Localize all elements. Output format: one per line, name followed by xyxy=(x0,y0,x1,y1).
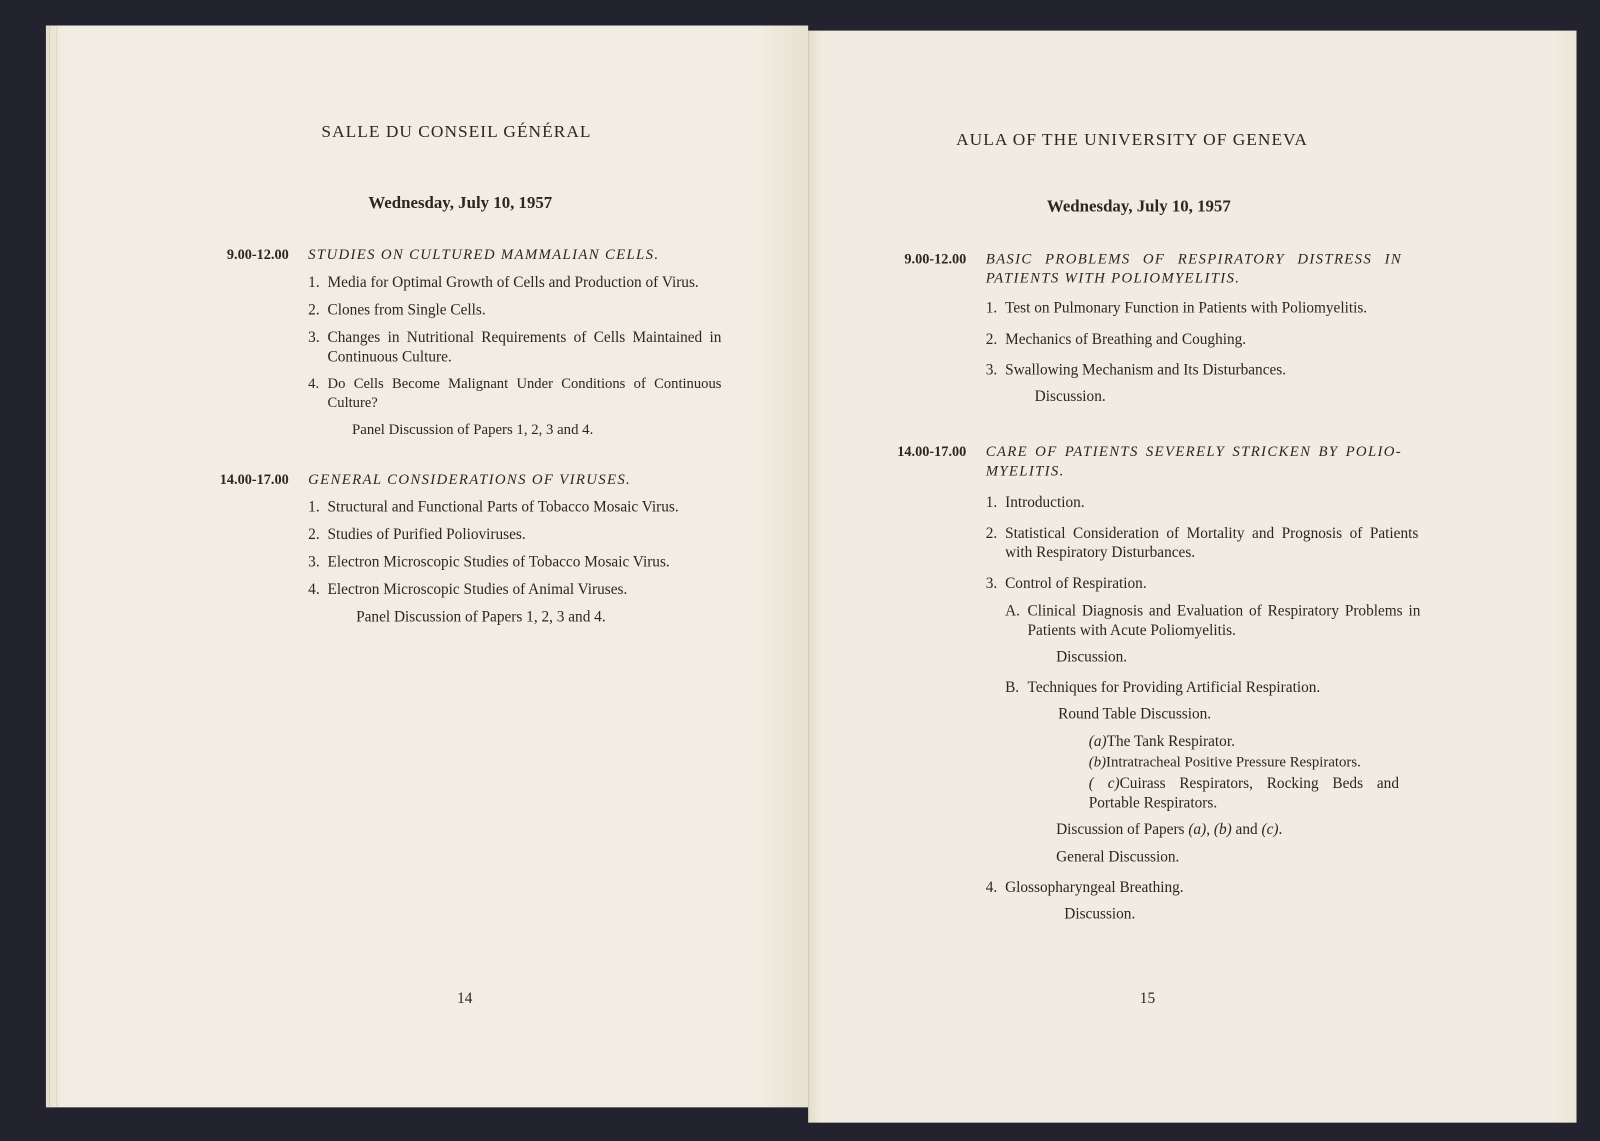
list-item: 1. Test on Pulmonary Function in Patients with Poliomyelitis. xyxy=(985,300,1368,317)
list-item: 4. Electron Microscopic Studies of Animal Viruses. xyxy=(308,581,628,599)
list-item: 3. Control of Respiration. xyxy=(985,575,1147,592)
general-discussion: General Discussion. xyxy=(1056,849,1180,866)
page-number: 14 xyxy=(457,991,473,1008)
list-item: 2. Statistical Consideration of Mortality and Prognosis of Patients with Respiratory Disturbances. xyxy=(985,525,1419,562)
panel-discussion: Panel Discussion of Papers 1, 2, 3 and 4. xyxy=(352,421,594,438)
session-time: 14.00-17.00 xyxy=(897,444,967,461)
session-title: CARE OF PATIENTS SEVERELY STRICKEN BY POLIO-MYELITIS. xyxy=(985,443,1403,480)
venue-title: AULA OF THE UNIVERSITY OF GENEVA xyxy=(956,129,1308,150)
date-heading: Wednesday, July 10, 1957 xyxy=(368,192,553,213)
session-time: 9.00-12.00 xyxy=(226,248,289,264)
paper-item: ( c)Cuirass Respirators, Rocking Beds and Portable Respirators. xyxy=(1088,775,1399,812)
discussion: Discussion. xyxy=(1034,388,1106,406)
list-item: 1. Introduction. xyxy=(985,494,1085,512)
list-item: 2. Mechanics of Breathing and Coughing. xyxy=(985,331,1247,349)
discussion: Discussion. xyxy=(1064,906,1136,923)
page-number: 15 xyxy=(1139,991,1156,1008)
papers-discussion: Discussion of Papers (a), (b) and (c). xyxy=(1056,821,1283,838)
paper-item: (b)Intratracheal Positive Pressure Respirators. xyxy=(1088,754,1361,771)
session-title: GENERAL CONSIDERATIONS OF VIRUSES. xyxy=(308,471,632,488)
session-title: BASIC PROBLEMS OF RESPIRATORY DISTRESS IN PATIENTS WITH POLIOMYELITIS. xyxy=(985,251,1403,287)
session-title: STUDIES ON CULTURED MAMMALIAN CELLS. xyxy=(308,246,660,264)
venue-title: SALLE DU CONSEIL GÉNÉRAL xyxy=(321,121,592,141)
list-item: 3. Swallowing Mechanism and Its Disturbances. xyxy=(985,362,1287,379)
list-item: 4. Do Cells Become Malignant Under Conditions of Continuous Culture? xyxy=(308,375,722,412)
panel-discussion: Panel Discussion of Papers 1, 2, 3 and 4. xyxy=(356,609,606,626)
session-time: 14.00-17.00 xyxy=(219,472,289,488)
paper-item: (a)The Tank Respirator. xyxy=(1088,733,1235,751)
date-heading: Wednesday, July 10, 1957 xyxy=(1046,195,1231,216)
list-item: 2. Clones from Single Cells. xyxy=(308,302,486,319)
sub-item-a: A. Clinical Diagnosis and Evaluation of Respiratory Problems in Patients with Acute Poliomyelitis. xyxy=(1005,603,1421,639)
list-item: 1. Media for Optimal Growth of Cells and Production of Virus. xyxy=(308,274,699,291)
session-time: 9.00-12.00 xyxy=(904,252,967,268)
list-item: 2. Studies of Purified Polioviruses. xyxy=(308,526,526,543)
list-item: 1. Structural and Functional Parts of Tobacco Mosaic Virus. xyxy=(308,499,679,516)
list-item: 3. Changes in Nutritional Requirements of Cells Maintained in Continuous Culture. xyxy=(308,329,722,366)
discussion: Discussion. xyxy=(1056,649,1128,666)
sub-item-b: B. Techniques for Providing Artificial Respiration. xyxy=(1005,679,1321,697)
round-table-discussion: Round Table Discussion. xyxy=(1058,706,1212,723)
list-item: 4. Glossopharyngeal Breathing. xyxy=(985,879,1184,897)
list-item: 3. Electron Microscopic Studies of Tobacco Mosaic Virus. xyxy=(308,554,670,571)
page-stack-edge xyxy=(49,27,57,1107)
